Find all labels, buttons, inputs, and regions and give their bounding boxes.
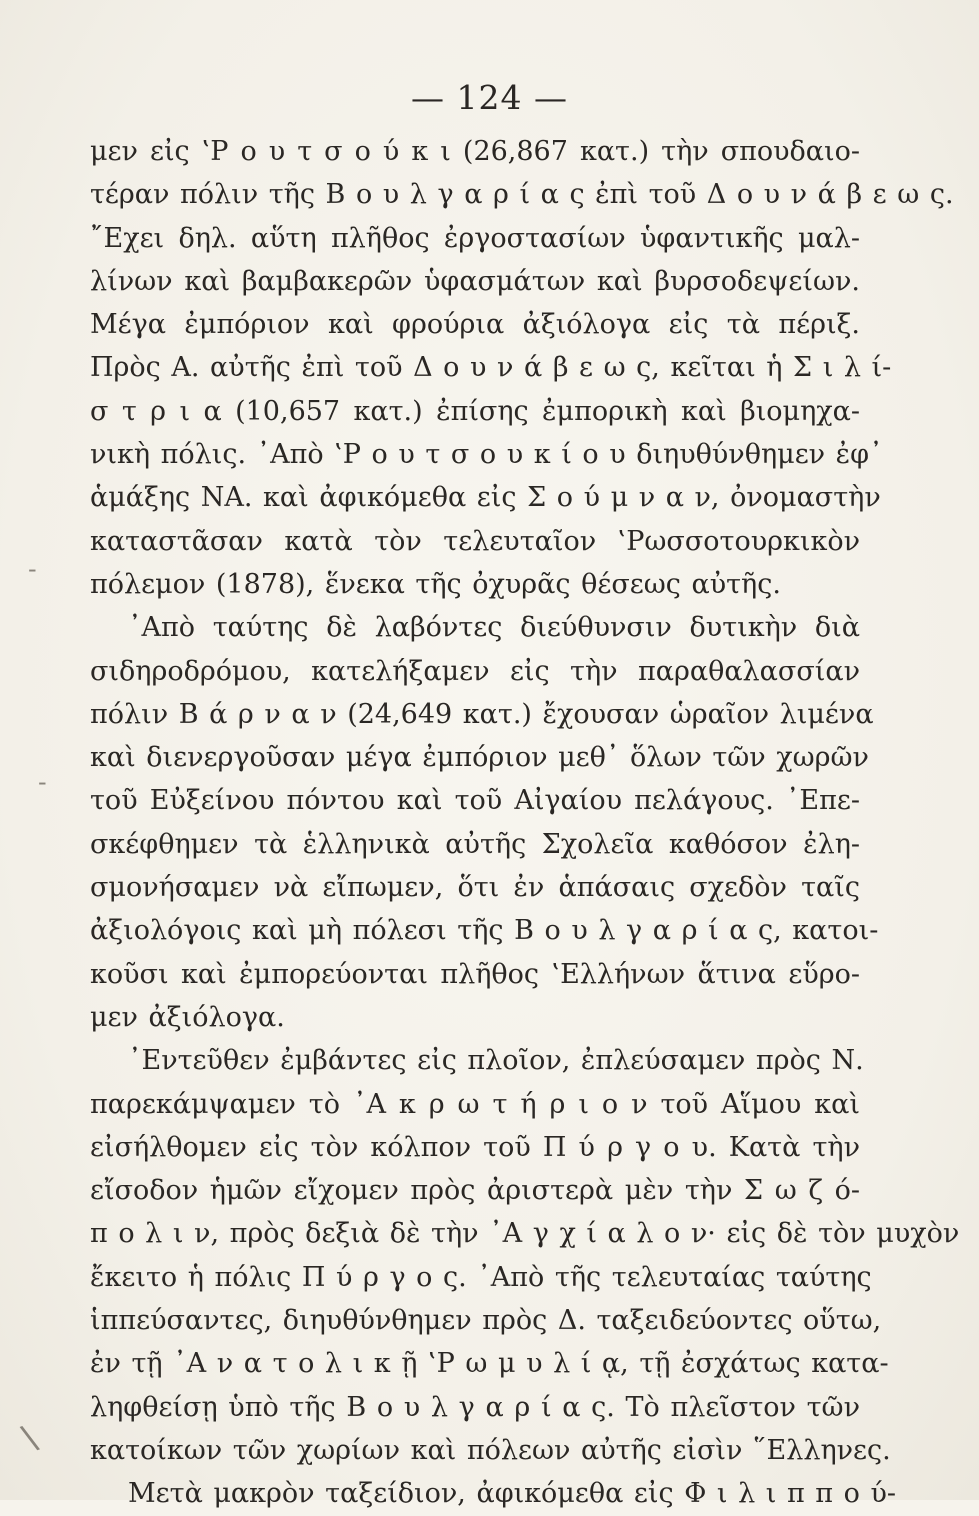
text-line: σιδηροδρόμου, κατελήξαμεν εἰς τὴν παραθαλασσίαν xyxy=(90,655,860,687)
text-line: Μέγα ἐμπόριον καὶ φρούρια ἀξιόλογα εἰς τὰ πέριξ. xyxy=(90,309,860,341)
text-line: σκέφθημεν τὰ ἑλληνικὰ αὐτῆς Σχολεῖα καθόσον ἐλη- xyxy=(90,828,860,860)
text-line: εἰσήλθομεν εἰς τὸν κόλπον τοῦ Π ύ ρ γ ο υ. Κατὰ τὴν xyxy=(90,1131,860,1163)
text-line: ληφθείσῃ ὑπὸ τῆς Β ο υ λ γ α ρ ί α ς. Τὸ πλεῖστον τῶν xyxy=(90,1391,860,1423)
text-line: πόλεμον (1878), ἕνεκα τῆς ὀχυρᾶς θέσεως αὐτῆς. xyxy=(90,568,781,600)
text-line: καὶ διενεργοῦσαν μέγα ἐμπόριον μεθ᾿ ὅλων τῶν χωρῶν xyxy=(90,742,869,774)
text-line: νικὴ πόλις. ᾿Απὸ ‛Ρ ο υ τ σ ο υ κ ί ο υ διηυθύνθημεν ἐφ᾿ xyxy=(90,439,883,471)
text-line: Μετὰ μακρὸν ταξείδιον, ἀφικόμεθα εἰς Φ ι λ ι π π ο ύ- xyxy=(128,1478,896,1510)
text-line: ἔκειτο ἡ πόλις Π ύ ρ γ ο ς. ᾿Απὸ τῆς τελευταίας ταύτης xyxy=(90,1261,872,1293)
text-line: π ο λ ι ν, πρὸς δεξιὰ δὲ τὴν ᾿Α γ χ ί α λ ο ν· εἰς δὲ τὸν μυχὸν xyxy=(90,1218,960,1250)
text-line: σ τ ρ ι α (10,657 κατ.) ἐπίσης ἐμπορικὴ καὶ βιομηχα- xyxy=(90,395,860,427)
page-number: — 124 — xyxy=(411,78,568,117)
text-line: ἁμάξης ΝΑ. καὶ ἀφικόμεθα εἰς Σ ο ύ μ ν α ν, ὀνομαστὴν xyxy=(90,482,881,514)
text-line: παρεκάμψαμεν τὸ ᾿Α κ ρ ω τ ή ρ ι ο ν τοῦ Αἵμου καὶ xyxy=(90,1088,860,1120)
text-line: εἴσοδον ἡμῶν εἴχομεν πρὸς ἀριστερὰ μὲν τὴν Σ ω ζ ό- xyxy=(90,1175,860,1207)
text-line: μεν εἰς ‛Ρ ο υ τ σ ο ύ κ ι (26,867 κατ.) τὴν σπουδαιο- xyxy=(90,136,860,167)
text-line: ἀξιολόγοις καὶ μὴ πόλεσι τῆς Β ο υ λ γ α ρ ί α ς, κατοι- xyxy=(90,915,879,947)
text-line: Πρὸς Α. αὐτῆς ἐπὶ τοῦ Δ ο υ ν ά β ε ω ς, κεῖται ἡ Σ ι λ ί- xyxy=(90,352,892,384)
text-line: καταστᾶσαν κατὰ τὸν τελευταῖον ‛Ρωσσοτουρκικὸν xyxy=(90,525,860,557)
text-line: ῎Εχει δηλ. αὕτη πλῆθος ἐργοστασίων ὑφαντικῆς μαλ- xyxy=(90,222,860,254)
text-line: τοῦ Εὐξείνου πόντου καὶ τοῦ Αἰγαίου πελάγους. ᾿Επε- xyxy=(90,785,860,817)
text-line: ἱππεύσαντες, διηυθύνθημεν πρὸς Δ. ταξειδεύοντες οὕτω, xyxy=(90,1305,882,1337)
margin-mark: - xyxy=(28,555,37,583)
text-line: ᾿Εντεῦθεν ἐμβάντες εἰς πλοῖον, ἐπλεύσαμεν πρὸς Ν. xyxy=(128,1045,864,1077)
text-line: μεν ἀξιόλογα. xyxy=(90,1001,285,1033)
text-line: λίνων καὶ βαμβακερῶν ὑφασμάτων καὶ βυρσοδεψείων. xyxy=(90,265,860,297)
text-line: ἐν τῇ ᾿Α ν α τ ο λ ι κ ῇ ‛Ρ ω μ υ λ ί ᾳ, τῇ ἐσχάτως κατα- xyxy=(90,1348,889,1380)
text-line: κοῦσι καὶ ἐμπορεύονται πλῆθος ‛Ελλήνων ἅτινα εὕρο- xyxy=(90,958,860,990)
text-line: ᾿Απὸ ταύτης δὲ λαβόντες διεύθυνσιν δυτικὴν διὰ xyxy=(128,612,860,644)
text-line: σμονήσαμεν νὰ εἴπωμεν, ὅτι ἐν ἁπάσαις σχεδὸν ταῖς xyxy=(90,872,860,904)
text-line: τέραν πόλιν τῆς Β ο υ λ γ α ρ ί α ς ἐπὶ τοῦ Δ ο υ ν ά β ε ω ς. xyxy=(90,179,954,211)
margin-stroke-mark: \ xyxy=(17,1417,42,1459)
text-line: κατοίκων τῶν χωρίων καὶ πόλεων αὐτῆς εἰσὶν ῞Ελληνες. xyxy=(90,1434,891,1466)
body-text xyxy=(90,130,960,1516)
text-line: πόλιν Β ά ρ ν α ν (24,649 κατ.) ἔχουσαν ὡραῖον λιμένα xyxy=(90,698,874,730)
margin-mark: - xyxy=(38,768,47,796)
